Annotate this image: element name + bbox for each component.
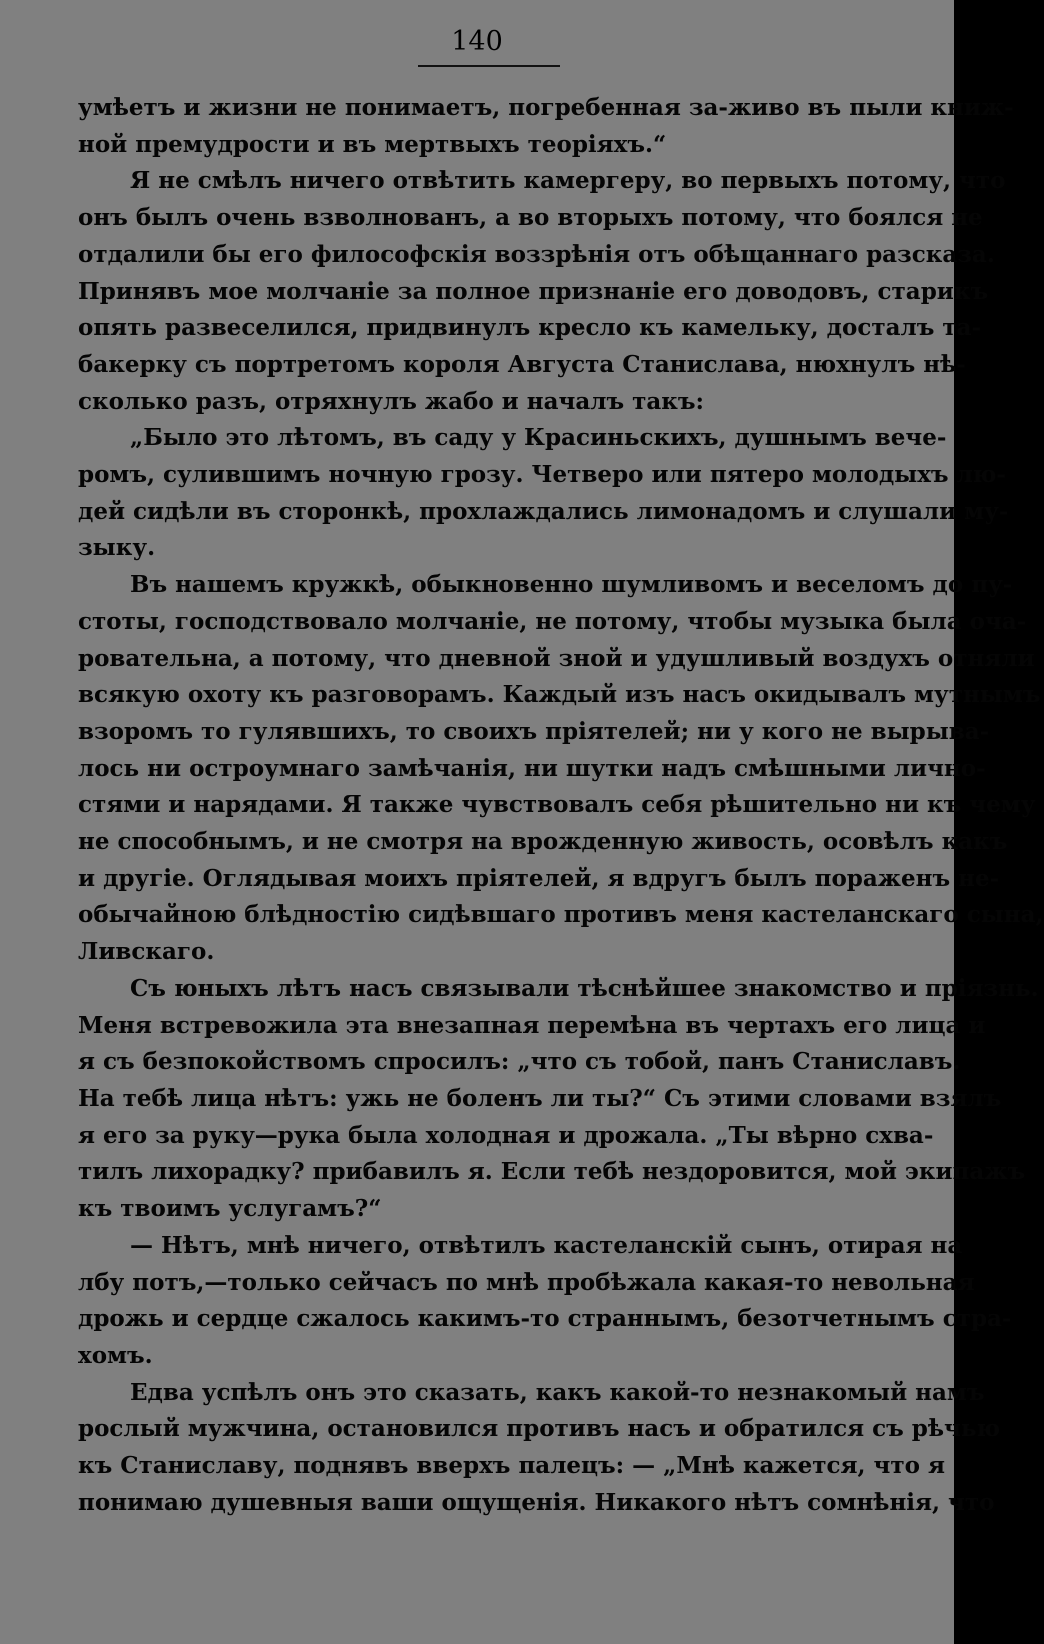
text-line: бакерку съ портретомъ короля Августа Станислава, нюхнулъ нѣ- (78, 350, 966, 378)
text-line: хомъ. (78, 1341, 153, 1369)
text-line: Принявъ мое молчаніе за полное признаніе его доводовъ, старикъ (78, 277, 989, 305)
text-line: Въ нашемъ кружкѣ, обыкновенно шумливомъ и веселомъ до пу- (130, 571, 1013, 599)
text-line: „Было это лѣтомъ, въ саду у Красиньскихъ, душнымъ вече- (130, 424, 947, 452)
text-line: опять развеселился, придвинулъ кресло къ камельку, досталъ та- (78, 314, 982, 342)
text-line: къ Станиславу, поднявъ вверхъ палецъ: — „Мнѣ кажется, что я (78, 1452, 945, 1480)
body-text (78, 90, 1044, 1521)
text-line: тилъ лихорадку? прибавилъ я. Если тебѣ нездоровится, мой экипажъ (78, 1158, 1026, 1186)
text-line: сколько разъ, отряхнулъ жабо и началъ такъ: (78, 387, 704, 415)
text-line: ной премудрости и въ мертвыхъ теоріяхъ.“ (78, 130, 667, 158)
text-line: Ливскаго. (78, 938, 215, 966)
text-line: дей сидѣли въ сторонкѣ, прохлаждались лимонадомъ и слушали му- (78, 497, 1009, 525)
text-line: — Нѣтъ, мнѣ ничего, отвѣтилъ кастеланскій сынъ, отирая на (130, 1231, 963, 1259)
text-line: лось ни остроумнаго замѣчанія, ни шутки надъ смѣшными лично- (78, 754, 986, 782)
text-line: Съ юныхъ лѣтъ насъ связывали тѣснѣйшее знакомство и пріязнь. (130, 974, 1039, 1002)
text-line: Едва успѣлъ онъ это сказать, какъ какой-то незнакомый намъ (130, 1378, 985, 1406)
text-line: я съ безпокойствомъ спросилъ: „что съ тобой, панъ Станиславъ. (78, 1048, 961, 1076)
text-line: отдалили бы его философскія воззрѣнія отъ обѣщаннаго разсказа. (78, 240, 995, 268)
text-line: ромъ, сулившимъ ночную грозу. Четверо или пятеро молодыхъ лю- (78, 461, 1006, 489)
text-line: и другіе. Оглядывая моихъ пріятелей, я вдругъ былъ пораженъ не- (78, 864, 1000, 892)
text-line: стоты, господствовало молчаніе, не потому, чтобы музыка была оча- (78, 607, 1027, 635)
text-line: обычайною блѣдностію сидѣвшаго противъ меня кастеланскаго сына, (78, 901, 1044, 929)
text-line: На тебѣ лица нѣтъ: ужь не боленъ ли ты?“ Съ этими словами взялъ (78, 1084, 1002, 1112)
text-line: не способнымъ, и не смотря на врожденную живость, осовѣлъ какъ (78, 828, 1008, 856)
text-line: дрожь и сердце сжалось какимъ-то страннымъ, безотчетнымъ стра- (78, 1305, 1012, 1333)
text-line: взоромъ то гулявшихъ, то своихъ пріятелей; ни у кого не вырыва- (78, 717, 990, 745)
text-line: онъ былъ очень взволнованъ, а во вторыхъ потому, что боялся не (78, 204, 983, 232)
text-line: Я не смѣлъ ничего отвѣтить камергеру, во первыхъ потому, что (130, 167, 1006, 195)
text-line: стями и нарядами. Я также чувствовалъ себя рѣшительно ни къ чему (78, 791, 1036, 819)
text-line: зыку. (78, 534, 156, 562)
text-line: лбу потъ,—только сейчасъ по мнѣ пробѣжала какая-то невольная (78, 1268, 975, 1296)
text-line: всякую охоту къ разговорамъ. Каждый изъ насъ окидывалъ мутнымъ (78, 681, 1041, 709)
text-line: къ твоимъ услугамъ?“ (78, 1195, 382, 1223)
text-line: ровательна, а потому, что дневной зной и удушливый воздухъ отняли (78, 644, 1035, 672)
text-line: Меня встревожила эта внезапная перемѣна въ чертахъ его лица и (78, 1011, 986, 1039)
text-line: я его за руку—рука была холодная и дрожала. „Ты вѣрно схва- (78, 1121, 934, 1149)
text-line: рослый мужчина, остановился противъ насъ и обратился съ рѣчью (78, 1415, 1001, 1443)
header-rule (418, 65, 560, 67)
page-number: 140 (451, 26, 503, 57)
text-line: понимаю душевныя ваши ощущенія. Никакого нѣтъ сомнѣнія, что (78, 1488, 995, 1516)
text-line: умѣетъ и жизни не понимаетъ, погребенная за-живо въ пыли книж- (78, 94, 1014, 121)
